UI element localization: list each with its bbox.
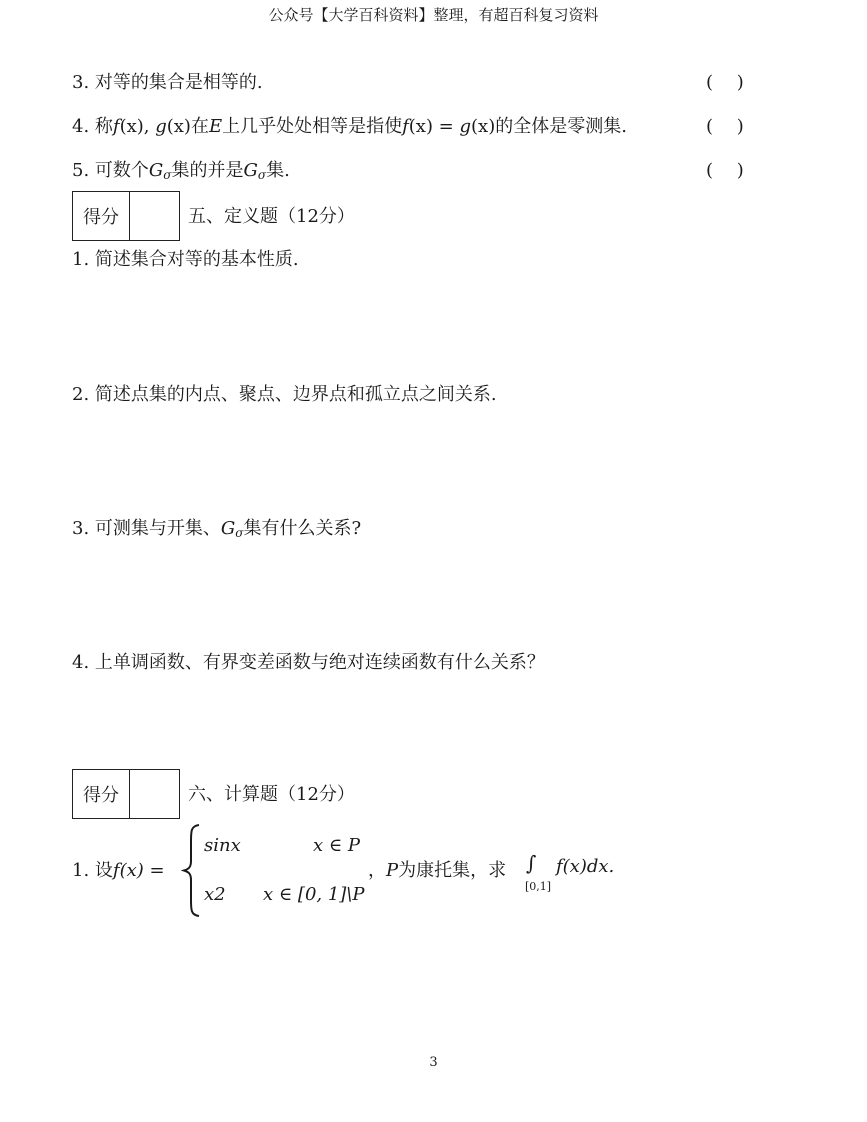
def-question-2: 2. 简述点集的内点、聚点、边界点和孤立点之间关系. bbox=[72, 384, 497, 405]
integral-icon: ∫ bbox=[526, 851, 537, 875]
def-question-1: 1. 简述集合对等的基本性质. bbox=[72, 249, 299, 270]
q4-mid2: 上几乎处处相等是指使 bbox=[222, 116, 403, 137]
q5-tail: 集. bbox=[266, 160, 290, 181]
calc-q1-comma: ， bbox=[368, 860, 386, 881]
q4-E: E bbox=[208, 116, 223, 137]
integral-domain: [0,1] bbox=[525, 880, 552, 893]
page-number: 3 bbox=[429, 1055, 438, 1070]
q4-g2: g bbox=[459, 116, 472, 137]
q4-x4: (x) bbox=[471, 116, 496, 137]
question-5 bbox=[72, 156, 290, 182]
q4-prefix: 4. 称 bbox=[72, 116, 113, 137]
section5-title: 五、定义题（12分） bbox=[188, 206, 355, 227]
calc-q1-rest bbox=[368, 856, 506, 882]
q4-x2: (x) bbox=[166, 116, 191, 137]
score-input[interactable] bbox=[130, 770, 179, 818]
def-q3-G: G bbox=[220, 518, 236, 539]
answer-paren-4[interactable]: ( ) bbox=[706, 116, 744, 137]
case1-condition: x ∈ P bbox=[313, 835, 361, 856]
def-question-3 bbox=[72, 514, 361, 540]
case2-condition: x ∈ [0, 1]\P bbox=[263, 884, 365, 905]
q4-f2: f bbox=[402, 116, 409, 137]
q4-tail: 的全体是零测集. bbox=[495, 116, 627, 137]
q5-sigma: σ bbox=[163, 168, 172, 182]
answer-paren-3[interactable]: ( ) bbox=[706, 72, 744, 93]
page-header: 公众号【大学百科资料】整理，有超百科复习资料 bbox=[268, 6, 599, 24]
calc-q1-prefix: 1. 设 bbox=[72, 860, 113, 881]
def-q3-tail: 集有什么关系? bbox=[243, 518, 362, 539]
score-label: 得分 bbox=[73, 192, 130, 240]
calc-q1-desc: 为康托集，求 bbox=[398, 860, 507, 881]
answer-paren-5[interactable]: ( ) bbox=[706, 160, 744, 181]
integrand: f(x)dx. bbox=[556, 856, 615, 877]
q4-mid: 在 bbox=[190, 116, 209, 137]
question-4 bbox=[72, 112, 627, 138]
calc-q1-P: P bbox=[386, 860, 399, 881]
calc-question-1-prefix bbox=[72, 856, 165, 882]
q4-x3: (x) = bbox=[408, 116, 460, 137]
case2-expression: x2 bbox=[204, 884, 226, 905]
q5-sigma2: σ bbox=[257, 168, 267, 182]
q5-G: G bbox=[148, 160, 164, 181]
question-3: 3. 对等的集合是相等的. bbox=[72, 72, 263, 93]
q5-G2: G bbox=[243, 160, 258, 181]
case1-expression: sinx bbox=[204, 835, 241, 856]
score-box-section5 bbox=[72, 191, 180, 241]
score-label: 得分 bbox=[73, 770, 130, 818]
q4-x1: (x), bbox=[119, 116, 156, 137]
def-question-4: 4. 上单调函数、有界变差函数与绝对连续函数有什么关系？ bbox=[72, 652, 545, 673]
def-q3-sigma: σ bbox=[235, 526, 244, 540]
left-brace-icon bbox=[181, 823, 203, 918]
def-q3-prefix: 3. 可测集与开集、 bbox=[72, 518, 221, 539]
calc-q1-fx: f(x) = bbox=[112, 860, 165, 881]
q5-mid: 集的并是 bbox=[171, 160, 244, 181]
section6-title: 六、计算题（12分） bbox=[188, 784, 355, 805]
score-input[interactable] bbox=[130, 192, 179, 240]
q4-f: f bbox=[112, 116, 120, 137]
q4-g: g bbox=[155, 116, 167, 137]
score-box-section6 bbox=[72, 769, 180, 819]
q5-prefix: 5. 可数个 bbox=[72, 160, 149, 181]
